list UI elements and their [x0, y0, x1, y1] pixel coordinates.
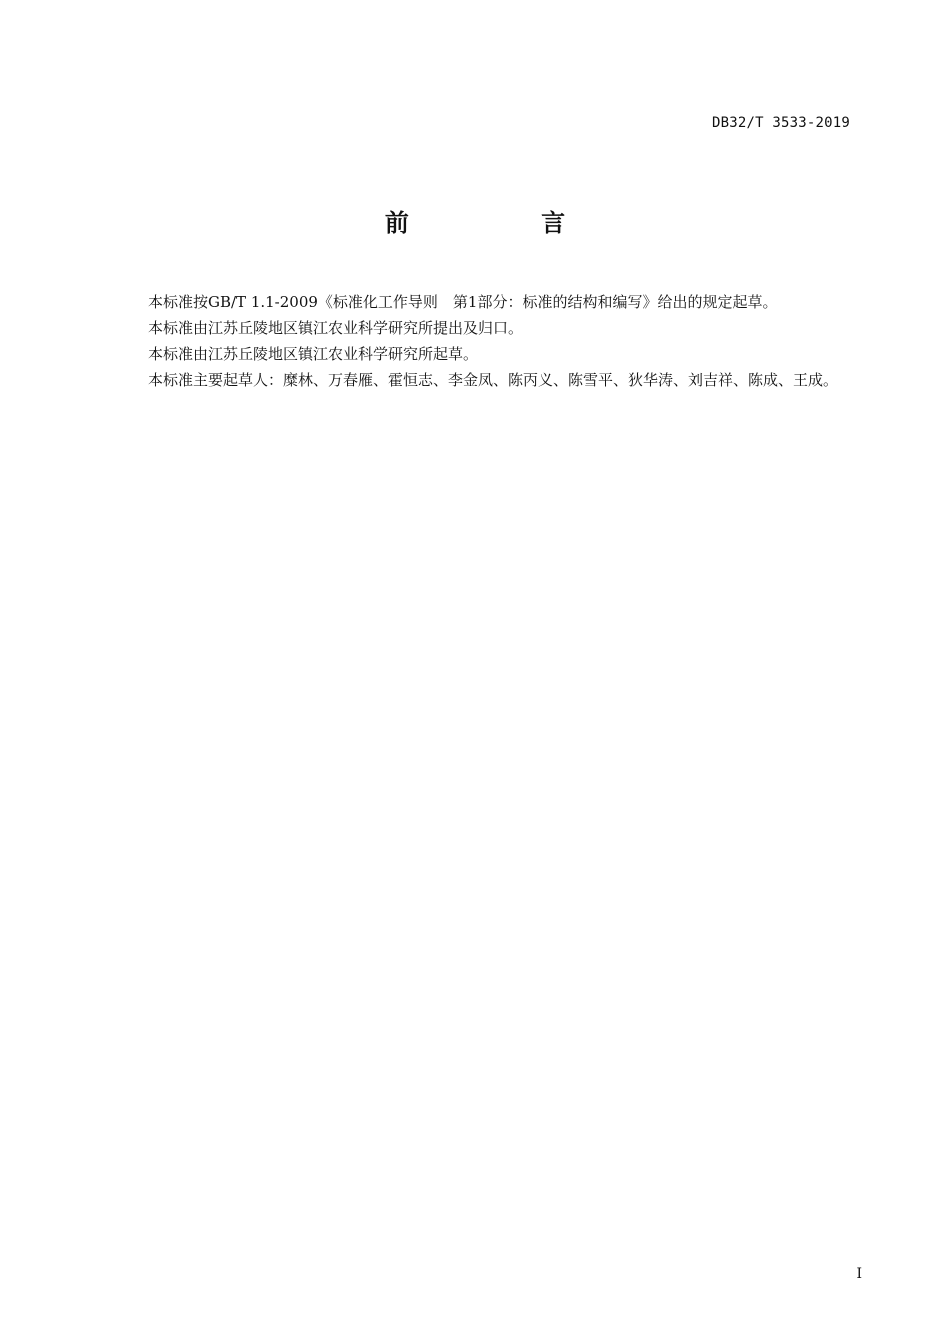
page-title: 前 言 — [384, 209, 628, 237]
paragraph-drafting-unit: 本标准由江苏丘陵地区镇江农业科学研究所起草。 — [148, 345, 479, 363]
page-number: I — [856, 1266, 862, 1282]
document-code: DB32/T 3533-2019 — [711, 115, 850, 131]
paragraph-drafting-rules: 本标准按GB/T 1.1-2009《标准化工作导则 第1部分：标准的结构和编写》给出的规定起草。 — [148, 293, 778, 311]
paragraph-drafters: 本标准主要起草人：糜林、万春雁、霍恒志、李金凤、陈丙义、陈雪平、狄华涛、刘吉祥、陈成、王成。 — [148, 371, 839, 389]
foreword-body — [113, 289, 858, 393]
paragraph-proposer: 本标准由江苏丘陵地区镇江农业科学研究所提出及归口。 — [148, 319, 524, 337]
